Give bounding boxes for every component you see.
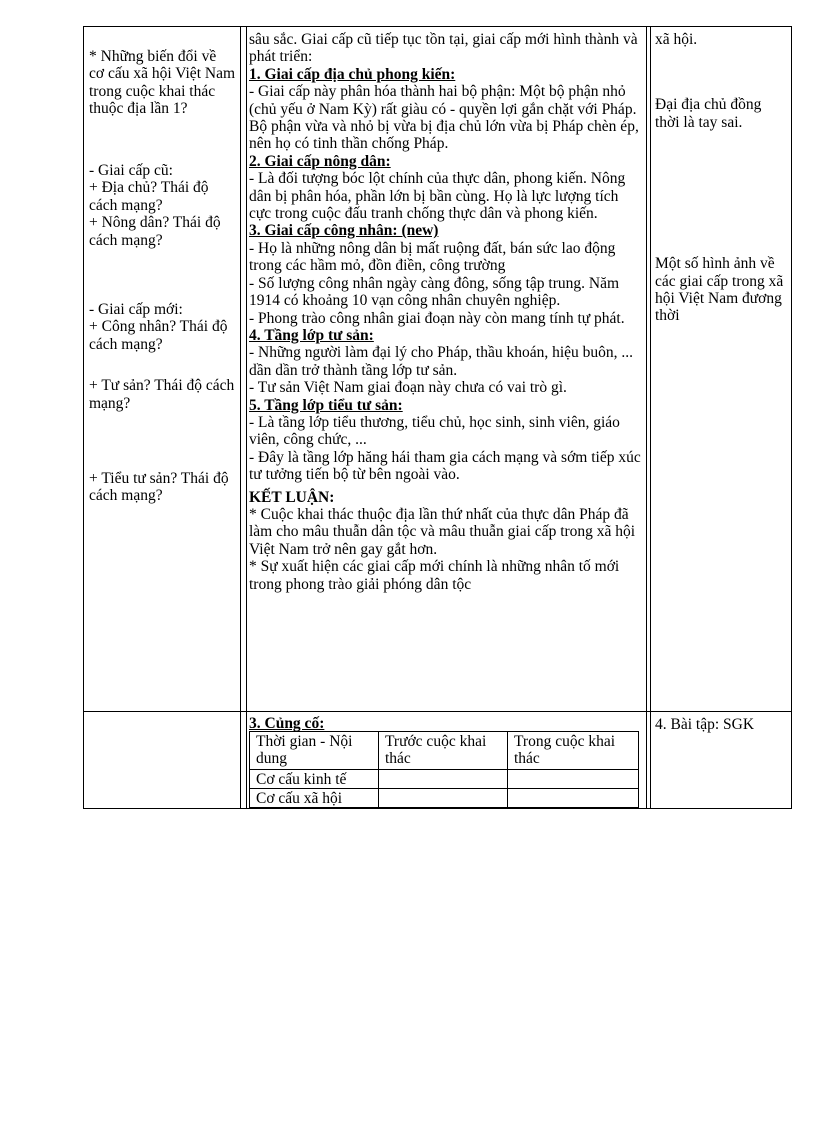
heading-landlord: 1. Giai cấp địa chủ phong kiến: [249,65,456,83]
heading-peasant: 2. Giai cấp nông dân: [249,152,391,170]
content-column [249,31,643,711]
row-divider [83,711,792,712]
review-table [249,731,639,808]
column-divider-1 [240,26,241,809]
column-divider-2b [650,26,651,809]
peasant-text: - Là đối tượng bóc lột chính của thực dân, phong kiến. Nông dân bị phân hóa, phần lớn bị bần cùng. Họ là lực lượng tích cực trong cuộc đấu tranh chống thực dân và phong kiến. [249,170,626,223]
review-header-3: Trong cuộc khai thác [508,732,639,770]
questions-column [89,48,235,505]
bourgeois-text-2: - Tư sản Việt Nam giai đoạn này chưa có vai trò gì. [249,379,567,397]
worker-text-1: - Họ là những nông dân bị mất ruộng đất, bán sức lao động trong các hầm mỏ, đồn điền, công trường [249,239,616,275]
column-divider-1b [246,26,247,809]
question-landlord: + Địa chủ? Thái độ cách mạng? [89,179,209,214]
question-bourgeois: + Tư sản? Thái độ cách mạng? [89,377,235,412]
bourgeois-text-1: - Những người làm đại lý cho Pháp, thầu khoán, hiệu buôn, ... dần dần trở thành tầng lớp tư sản. [249,344,634,379]
conclusion-1: * Cuộc khai thác thuộc địa lần thứ nhất của thực dân Pháp đã làm cho mâu thuẫn dân tộc và mâu thuẫn giai cấp trong xã hội Việt Nam trở nên gay gắt hơn. [249,505,636,558]
review-row-label-1: Cơ cấu kinh tế [250,770,379,789]
question-main: * Những biến đổi về cơ cấu xã hội Việt Nam trong cuộc khai thác thuộc địa lần 1? [89,48,236,118]
question-petty-bourgeois: + Tiểu tư sản? Thái độ cách mạng? [89,470,229,505]
intro-line: sâu sắc. Giai cấp cũ tiếp tục tồn tại, giai cấp mới hình thành và phát triển: [249,31,638,66]
heading-bourgeois: 4. Tầng lớp tư sản: [249,326,374,344]
question-new-class: - Giai cấp mới: [89,301,183,319]
petty-text-1: - Là tầng lớp tiểu thương, tiểu chủ, học sinh, sinh viên, giáo viên, công chức, ... [249,413,620,449]
landlord-text: - Giai cấp này phân hóa thành hai bộ phận: Một bộ phận nhỏ (chủ yếu ở Nam Kỳ) rất giàu có - quyền lợi gắn chặt với Pháp. Bộ phận vừa và nhỏ bị vừa bị địa chủ lớn vừa bị Pháp chèn ép, nên họ có tinh thần chống Pháp. [249,83,639,153]
heading-worker: 3. Giai cấp công nhân: (new) [249,222,439,240]
petty-text-2: - Đây là tầng lớp hăng hái tham gia cách mạng và sớm tiếp xúc tư tưởng tiến bộ từ bên ngoài vào. [249,448,641,484]
notes-column [655,31,789,325]
question-peasant: + Nông dân? Thái độ cách mạng? [89,214,221,249]
review-row-label-2: Cơ cấu xã hội [250,789,379,808]
review-header-2: Trước cuộc khai thác [379,732,508,770]
worker-text-3: - Phong trào công nhân giai đoạn này còn mang tính tự phát. [249,309,625,327]
note-images: Một số hình ảnh về các giai cấp trong xã hội Việt Nam đương thời [655,255,784,325]
note-society: xã hội. [655,31,698,48]
conclusion-heading: KẾT LUẬN: [249,488,335,506]
question-old-class: - Giai cấp cũ: [89,162,173,179]
worker-text-2: - Số lượng công nhân ngày càng đông, sống tập trung. Năm 1914 có khoảng 10 vạn công nhân chuyên nghiệp. [249,274,620,310]
homework-note: 4. Bài tập: SGK [655,716,755,733]
note-landlord: Đại địa chủ đồng thời là tay sai. [655,96,762,131]
question-worker: + Công nhân? Thái độ cách mạng? [89,318,228,353]
column-divider-2 [646,26,647,809]
heading-petty: 5. Tầng lớp tiểu tư sản: [249,396,403,414]
conclusion-2: * Sự xuất hiện các giai cấp mới chính là những nhân tố mới trong phong trào giải phóng dân tộc [249,558,620,593]
review-header-1: Thời gian - Nội dung [250,732,379,770]
consolidation-heading: 3. Củng cố: [249,715,325,732]
